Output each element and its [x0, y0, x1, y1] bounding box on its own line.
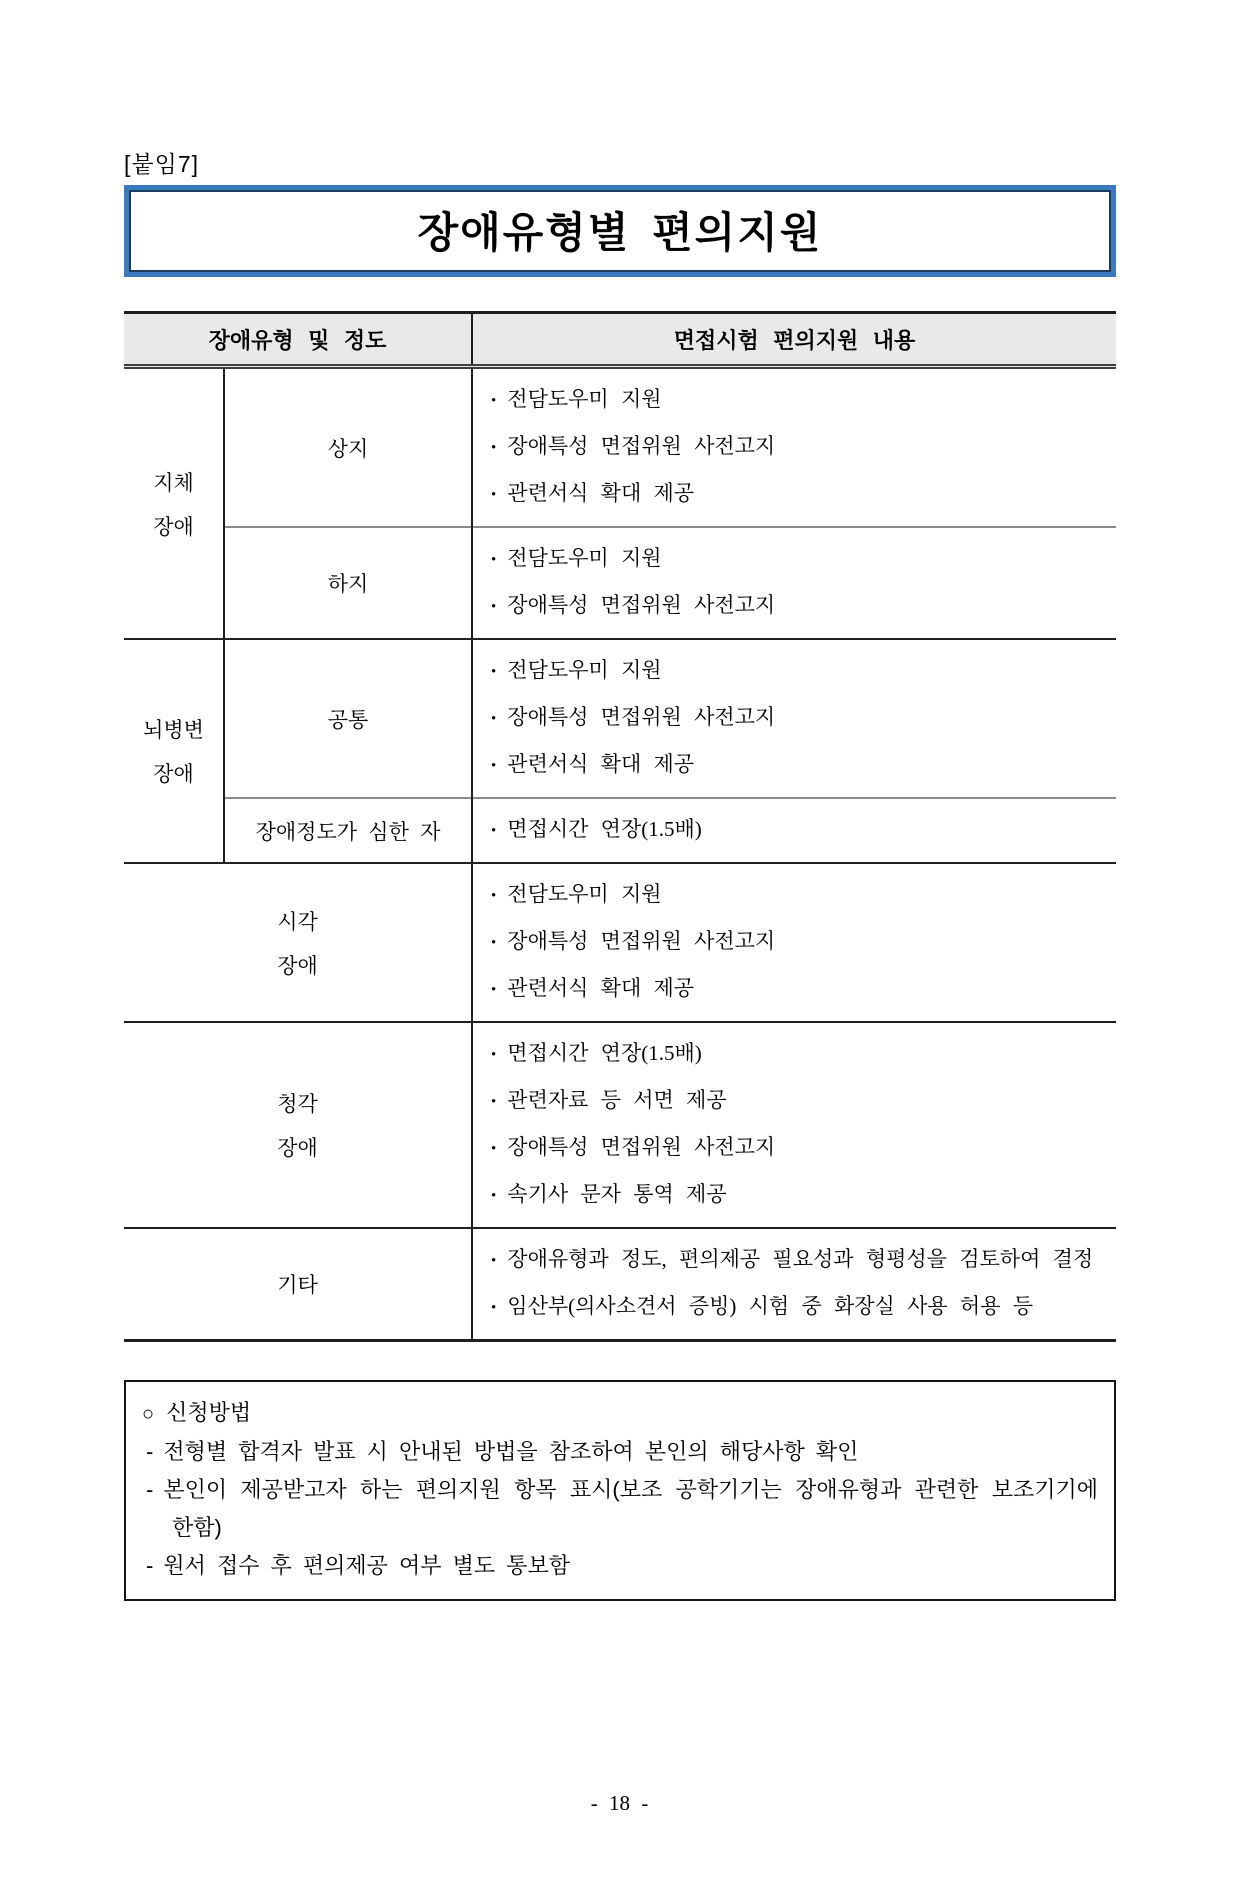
- bullet-item: [491, 742, 1110, 789]
- notice-item-text: 본인이 제공받고자 하는 편의지원 항목 표시(보조 공학기기는 장애유형과 관련한 보조기기에 한함): [163, 1477, 1098, 1540]
- subtype-cell: [224, 527, 472, 639]
- bullet-text: 관련서식 확대 제공: [507, 976, 695, 1000]
- bullet-icon: •: [491, 440, 497, 456]
- content-cell: [472, 527, 1116, 639]
- bullet-icon: •: [491, 1300, 497, 1316]
- bullet-item: [491, 471, 1110, 518]
- bullet-icon: •: [491, 711, 497, 727]
- bullet-text: 관련자료 등 서면 제공: [507, 1088, 727, 1112]
- dash-marker-icon: -: [146, 1477, 154, 1502]
- bullet-text: 관련서식 확대 제공: [507, 481, 695, 505]
- bullet-icon: •: [491, 823, 497, 839]
- content-cell: [472, 1022, 1116, 1228]
- subtype-label: 하지: [327, 572, 369, 596]
- category-label: 장애: [153, 762, 194, 786]
- subtype-label: 장애정도가 심한 자: [255, 819, 441, 844]
- notice-items: [140, 1433, 1098, 1585]
- bullet-item: [491, 1078, 1110, 1125]
- subtype-label: 공통: [327, 707, 369, 732]
- notice-item: [140, 1471, 1098, 1547]
- bullet-icon: •: [491, 1094, 497, 1110]
- notice-item: [140, 1547, 1098, 1585]
- subtype-label: 장애: [277, 953, 318, 978]
- circle-marker-icon: ○: [142, 1403, 155, 1425]
- subtype-label: 청각: [277, 1092, 318, 1116]
- content-cell: [472, 367, 1116, 528]
- table-row: [124, 1022, 1116, 1228]
- accommodations-table: [124, 311, 1116, 1342]
- bullet-item: [491, 424, 1110, 471]
- table-row: [124, 798, 1116, 863]
- table-row: [124, 639, 1116, 798]
- notice-item-text: 원서 접수 후 편의제공 여부 별도 통보함: [163, 1553, 571, 1578]
- bullet-text: 전담도우미 지원: [507, 882, 662, 906]
- title-box-inner: [129, 190, 1111, 272]
- category-label: 지체: [153, 470, 194, 495]
- bullet-icon: •: [491, 599, 497, 615]
- bullet-item: [491, 1031, 1110, 1078]
- bullet-item: [491, 919, 1110, 966]
- bullet-icon: •: [491, 664, 497, 680]
- subtype-cell: [224, 798, 472, 863]
- bullet-text: 전담도우미 지원: [507, 658, 662, 682]
- subtype-cell: [124, 1022, 472, 1228]
- table-row: [124, 527, 1116, 639]
- subtype-cell: [224, 639, 472, 798]
- subtype-cell: [124, 1228, 472, 1341]
- table-row: [124, 863, 1116, 1022]
- page-title: 장애유형별 편의지원: [417, 209, 823, 256]
- bullet-icon: •: [491, 1253, 497, 1269]
- bullet-text: 전담도우미 지원: [507, 387, 662, 411]
- bullet-text: 장애유형과 정도, 편의제공 필요성과 형평성을 검토하여 결정: [507, 1247, 1094, 1271]
- bullet-item: [491, 1284, 1110, 1331]
- bullet-icon: •: [491, 888, 497, 904]
- notice-item-text: 전형별 합격자 발표 시 안내된 방법을 참조하여 본인의 해당사항 확인: [163, 1439, 859, 1464]
- notice-item: [140, 1433, 1098, 1471]
- table-body: [124, 367, 1116, 1341]
- table-row: [124, 1228, 1116, 1341]
- subtype-cell: [224, 367, 472, 528]
- bullet-icon: •: [491, 758, 497, 774]
- bullet-item: [491, 966, 1110, 1013]
- notice-heading-label: 신청방법: [166, 1400, 252, 1425]
- bullet-text: 면접시간 연장(1.5배): [507, 1041, 702, 1065]
- content-cell: [472, 639, 1116, 798]
- bullet-icon: •: [491, 1141, 497, 1157]
- attachment-label: [붙임7]: [124, 151, 200, 177]
- bullet-text: 관련서식 확대 제공: [507, 752, 695, 776]
- content-cell: [472, 863, 1116, 1022]
- bullet-item: [491, 695, 1110, 742]
- bullet-icon: •: [491, 1188, 497, 1204]
- table-row: [124, 367, 1116, 528]
- table-header-row: [124, 313, 1116, 367]
- bullet-icon: •: [491, 393, 497, 409]
- bullet-item: [491, 1125, 1110, 1172]
- category-cell: [124, 367, 224, 640]
- bullet-text: 장애특성 면접위원 사전고지: [507, 929, 776, 953]
- subtype-cell: [124, 863, 472, 1022]
- bullet-item: [491, 377, 1110, 424]
- category-label: 뇌병변: [143, 718, 204, 742]
- bullet-icon: •: [491, 1047, 497, 1063]
- bullet-icon: •: [491, 487, 497, 503]
- content-cell: [472, 1228, 1116, 1341]
- bullet-icon: •: [491, 552, 497, 568]
- bullet-item: [491, 1237, 1110, 1284]
- subtype-label: 상지: [327, 436, 369, 461]
- bullet-text: 장애특성 면접위원 사전고지: [507, 434, 776, 458]
- dash-marker-icon: -: [146, 1439, 154, 1464]
- bullet-text: 장애특성 면접위원 사전고지: [507, 593, 776, 617]
- subtype-label: 시각: [277, 909, 318, 934]
- bullet-item: [491, 536, 1110, 583]
- bullet-text: 장애특성 면접위원 사전고지: [507, 705, 776, 729]
- bullet-item: [491, 1172, 1110, 1219]
- subtype-label: 장애: [277, 1136, 318, 1160]
- page-number: - 18 -: [590, 1791, 649, 1815]
- dash-marker-icon: -: [146, 1553, 154, 1578]
- bullet-text: 임산부(의사소견서 증빙) 시험 중 화장실 사용 허용 등: [507, 1294, 1034, 1318]
- bullet-text: 면접시간 연장(1.5배): [507, 817, 702, 841]
- bullet-icon: •: [491, 982, 497, 998]
- bullet-icon: •: [491, 935, 497, 951]
- notice-heading: [140, 1394, 1098, 1433]
- subtype-label: 기타: [277, 1273, 318, 1297]
- table-header-type: 장애유형 및 정도: [124, 313, 472, 367]
- notice-box: [124, 1380, 1116, 1601]
- bullet-item: [491, 807, 1110, 854]
- bullet-text: 전담도우미 지원: [507, 546, 662, 570]
- bullet-item: [491, 872, 1110, 919]
- table-header-content: 면접시험 편의지원 내용: [472, 313, 1116, 367]
- category-label: 장애: [153, 514, 194, 539]
- bullet-item: [491, 648, 1110, 695]
- bullet-text: 속기사 문자 통역 제공: [507, 1182, 727, 1206]
- title-box: [124, 185, 1116, 277]
- content-cell: [472, 798, 1116, 863]
- bullet-text: 장애특성 면접위원 사전고지: [507, 1135, 776, 1159]
- bullet-item: [491, 583, 1110, 630]
- category-cell: [124, 639, 224, 863]
